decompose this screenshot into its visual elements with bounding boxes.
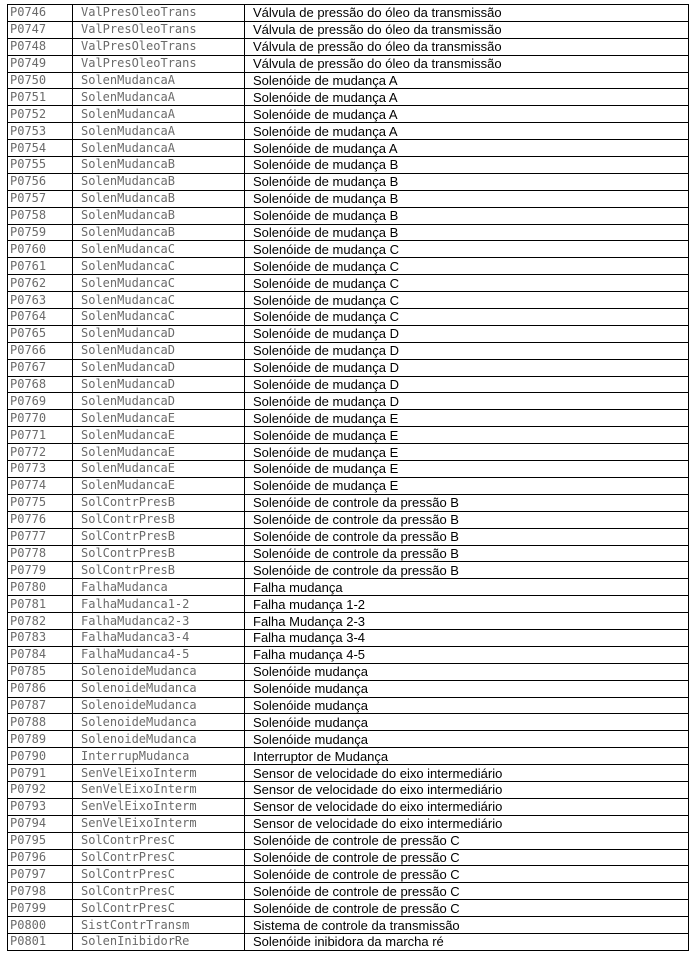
code-cell: P0764 xyxy=(8,309,73,326)
description-cell: Sensor de velocidade do eixo intermediário xyxy=(245,798,689,815)
name-cell: SistContrTransm xyxy=(73,917,245,934)
name-cell: FalhaMudanca xyxy=(73,579,245,596)
table-row xyxy=(8,241,689,258)
name-cell: SolContrPresB xyxy=(73,562,245,579)
description-cell: Sensor de velocidade do eixo intermediário xyxy=(245,781,689,798)
table-row xyxy=(8,427,689,444)
table-row xyxy=(8,38,689,55)
name-cell: ValPresOleoTrans xyxy=(73,38,245,55)
description-cell: Solenóide de controle da pressão B xyxy=(245,528,689,545)
table-row xyxy=(8,292,689,309)
code-cell: P0785 xyxy=(8,663,73,680)
description-cell: Solenóide de controle de pressão C xyxy=(245,849,689,866)
code-cell: P0789 xyxy=(8,731,73,748)
description-cell: Solenóide de mudança D xyxy=(245,359,689,376)
name-cell: InterrupMudanca xyxy=(73,748,245,765)
name-cell: FalhaMudanca3-4 xyxy=(73,629,245,646)
table-row xyxy=(8,731,689,748)
name-cell: SolenMudancaC xyxy=(73,292,245,309)
table-row xyxy=(8,528,689,545)
name-cell: SolenMudancaD xyxy=(73,342,245,359)
description-cell: Falha mudança xyxy=(245,579,689,596)
code-cell: P0776 xyxy=(8,511,73,528)
name-cell: ValPresOleoTrans xyxy=(73,21,245,38)
code-cell: P0763 xyxy=(8,292,73,309)
name-cell: SolenMudancaA xyxy=(73,140,245,157)
table-row xyxy=(8,613,689,630)
name-cell: SolenMudancaC xyxy=(73,258,245,275)
name-cell: ValPresOleoTrans xyxy=(73,5,245,22)
code-cell: P0747 xyxy=(8,21,73,38)
name-cell: FalhaMudanca2-3 xyxy=(73,613,245,630)
description-cell: Solenóide de mudança D xyxy=(245,393,689,410)
name-cell: SolenMudancaE xyxy=(73,410,245,427)
table-row xyxy=(8,21,689,38)
code-cell: P0781 xyxy=(8,596,73,613)
code-cell: P0777 xyxy=(8,528,73,545)
description-cell: Solenóide de mudança D xyxy=(245,325,689,342)
table-row xyxy=(8,157,689,174)
table-row xyxy=(8,342,689,359)
description-cell: Solenóide mudança xyxy=(245,731,689,748)
code-cell: P0780 xyxy=(8,579,73,596)
table-row xyxy=(8,748,689,765)
description-cell: Solenóide de mudança E xyxy=(245,427,689,444)
code-cell: P0793 xyxy=(8,798,73,815)
description-cell: Solenóide mudança xyxy=(245,714,689,731)
code-cell: P0773 xyxy=(8,461,73,478)
name-cell: SolenMudancaA xyxy=(73,106,245,123)
code-cell: P0783 xyxy=(8,629,73,646)
description-cell: Solenóide de mudança E xyxy=(245,477,689,494)
dtc-code-table xyxy=(7,4,689,951)
name-cell: SolenMudancaA xyxy=(73,123,245,140)
name-cell: SolenMudancaA xyxy=(73,89,245,106)
table-row xyxy=(8,258,689,275)
description-cell: Falha mudança 4-5 xyxy=(245,646,689,663)
description-cell: Solenóide mudança xyxy=(245,680,689,697)
table-row xyxy=(8,477,689,494)
code-cell: P0767 xyxy=(8,359,73,376)
name-cell: SolenoideMudanca xyxy=(73,663,245,680)
name-cell: SolenMudancaB xyxy=(73,207,245,224)
description-cell: Solenóide de mudança E xyxy=(245,410,689,427)
table-row xyxy=(8,900,689,917)
code-cell: P0752 xyxy=(8,106,73,123)
code-cell: P0760 xyxy=(8,241,73,258)
name-cell: SenVelEixoInterm xyxy=(73,765,245,782)
description-cell: Sensor de velocidade do eixo intermediário xyxy=(245,765,689,782)
name-cell: SolenoideMudanca xyxy=(73,697,245,714)
name-cell: SolContrPresC xyxy=(73,900,245,917)
description-cell: Solenóide de mudança B xyxy=(245,157,689,174)
description-cell: Solenóide de controle de pressão C xyxy=(245,866,689,883)
code-cell: P0770 xyxy=(8,410,73,427)
description-cell: Solenóide de controle de pressão C xyxy=(245,832,689,849)
table-row xyxy=(8,832,689,849)
description-cell: Sensor de velocidade do eixo intermediário xyxy=(245,815,689,832)
description-cell: Solenóide de mudança E xyxy=(245,461,689,478)
name-cell: SolenoideMudanca xyxy=(73,714,245,731)
table-row xyxy=(8,275,689,292)
table-row xyxy=(8,646,689,663)
description-cell: Solenóide de mudança B xyxy=(245,173,689,190)
code-cell: P0769 xyxy=(8,393,73,410)
description-cell: Solenóide de controle da pressão B xyxy=(245,511,689,528)
name-cell: SolenMudancaC xyxy=(73,309,245,326)
table-row xyxy=(8,89,689,106)
description-cell: Interruptor de Mudança xyxy=(245,748,689,765)
description-cell: Solenóide de controle de pressão C xyxy=(245,883,689,900)
description-cell: Válvula de pressão do óleo da transmissão xyxy=(245,5,689,22)
table-row xyxy=(8,765,689,782)
code-cell: P0796 xyxy=(8,849,73,866)
description-cell: Falha mudança 1-2 xyxy=(245,596,689,613)
table-row xyxy=(8,511,689,528)
table-row xyxy=(8,72,689,89)
code-cell: P0759 xyxy=(8,224,73,241)
code-cell: P0786 xyxy=(8,680,73,697)
name-cell: SolenInibidorRe xyxy=(73,933,245,950)
description-cell: Válvula de pressão do óleo da transmissão xyxy=(245,21,689,38)
code-cell: P0799 xyxy=(8,900,73,917)
code-cell: P0774 xyxy=(8,477,73,494)
code-cell: P0794 xyxy=(8,815,73,832)
name-cell: SenVelEixoInterm xyxy=(73,781,245,798)
code-cell: P0751 xyxy=(8,89,73,106)
code-cell: P0768 xyxy=(8,376,73,393)
table-row xyxy=(8,123,689,140)
code-cell: P0758 xyxy=(8,207,73,224)
table-row xyxy=(8,562,689,579)
table-row xyxy=(8,325,689,342)
name-cell: SolenMudancaC xyxy=(73,241,245,258)
name-cell: ValPresOleoTrans xyxy=(73,55,245,72)
code-cell: P0798 xyxy=(8,883,73,900)
description-cell: Solenóide de mudança B xyxy=(245,190,689,207)
code-cell: P0797 xyxy=(8,866,73,883)
code-cell: P0775 xyxy=(8,494,73,511)
code-cell: P0790 xyxy=(8,748,73,765)
description-cell: Solenóide de controle da pressão B xyxy=(245,545,689,562)
code-cell: P0784 xyxy=(8,646,73,663)
table-row xyxy=(8,579,689,596)
table-row xyxy=(8,55,689,72)
description-cell: Solenóide de mudança C xyxy=(245,292,689,309)
description-cell: Solenóide de mudança A xyxy=(245,106,689,123)
description-cell: Válvula de pressão do óleo da transmissão xyxy=(245,55,689,72)
code-cell: P0795 xyxy=(8,832,73,849)
table-row xyxy=(8,545,689,562)
name-cell: SolContrPresC xyxy=(73,849,245,866)
table-row xyxy=(8,781,689,798)
table-body xyxy=(8,5,689,951)
name-cell: SolContrPresC xyxy=(73,883,245,900)
description-cell: Solenóide de mudança A xyxy=(245,72,689,89)
table-row xyxy=(8,866,689,883)
code-cell: P0757 xyxy=(8,190,73,207)
description-cell: Falha mudança 3-4 xyxy=(245,629,689,646)
table-row xyxy=(8,190,689,207)
description-cell: Solenóide de mudança C xyxy=(245,241,689,258)
table-row xyxy=(8,714,689,731)
name-cell: SolenMudancaD xyxy=(73,393,245,410)
description-cell: Solenóide de mudança C xyxy=(245,275,689,292)
table-row xyxy=(8,106,689,123)
name-cell: SolenMudancaB xyxy=(73,224,245,241)
description-cell: Solenóide de controle de pressão C xyxy=(245,900,689,917)
code-cell: P0765 xyxy=(8,325,73,342)
name-cell: SolContrPresB xyxy=(73,545,245,562)
table-row xyxy=(8,140,689,157)
code-cell: P0779 xyxy=(8,562,73,579)
table-row xyxy=(8,359,689,376)
code-cell: P0762 xyxy=(8,275,73,292)
table-row xyxy=(8,444,689,461)
code-cell: P0750 xyxy=(8,72,73,89)
name-cell: SolenMudancaE xyxy=(73,427,245,444)
name-cell: SolenoideMudanca xyxy=(73,731,245,748)
name-cell: SolenMudancaD xyxy=(73,376,245,393)
table-row xyxy=(8,494,689,511)
code-cell: P0787 xyxy=(8,697,73,714)
name-cell: SolenoideMudanca xyxy=(73,680,245,697)
name-cell: SolenMudancaD xyxy=(73,359,245,376)
name-cell: SolenMudancaC xyxy=(73,275,245,292)
table-row xyxy=(8,5,689,22)
table-row xyxy=(8,410,689,427)
table-row xyxy=(8,680,689,697)
name-cell: SenVelEixoInterm xyxy=(73,798,245,815)
name-cell: SolContrPresB xyxy=(73,511,245,528)
description-cell: Solenóide mudança xyxy=(245,697,689,714)
code-cell: P0778 xyxy=(8,545,73,562)
code-cell: P0756 xyxy=(8,173,73,190)
description-cell: Solenóide de mudança D xyxy=(245,342,689,359)
code-cell: P0801 xyxy=(8,933,73,950)
code-cell: P0753 xyxy=(8,123,73,140)
description-cell: Solenóide de mudança C xyxy=(245,258,689,275)
description-cell: Solenóide de mudança C xyxy=(245,309,689,326)
code-cell: P0754 xyxy=(8,140,73,157)
code-cell: P0782 xyxy=(8,613,73,630)
table-row xyxy=(8,917,689,934)
table-row xyxy=(8,309,689,326)
description-cell: Solenóide de controle da pressão B xyxy=(245,562,689,579)
table-row xyxy=(8,663,689,680)
name-cell: SolenMudancaB xyxy=(73,190,245,207)
table-row xyxy=(8,393,689,410)
description-cell: Solenóide mudança xyxy=(245,663,689,680)
description-cell: Solenóide de mudança B xyxy=(245,224,689,241)
description-cell: Solenóide de mudança B xyxy=(245,207,689,224)
table-row xyxy=(8,173,689,190)
description-cell: Solenóide de mudança E xyxy=(245,444,689,461)
name-cell: SolContrPresC xyxy=(73,832,245,849)
name-cell: SolenMudancaB xyxy=(73,173,245,190)
table-row xyxy=(8,883,689,900)
description-cell: Solenóide de mudança A xyxy=(245,123,689,140)
description-cell: Válvula de pressão do óleo da transmissão xyxy=(245,38,689,55)
table-row xyxy=(8,697,689,714)
code-cell: P0749 xyxy=(8,55,73,72)
description-cell: Falha Mudança 2-3 xyxy=(245,613,689,630)
table-row xyxy=(8,629,689,646)
code-cell: P0791 xyxy=(8,765,73,782)
table-row xyxy=(8,461,689,478)
code-cell: P0746 xyxy=(8,5,73,22)
name-cell: FalhaMudanca1-2 xyxy=(73,596,245,613)
description-cell: Solenóide de mudança D xyxy=(245,376,689,393)
code-cell: P0788 xyxy=(8,714,73,731)
table-row xyxy=(8,798,689,815)
code-cell: P0755 xyxy=(8,157,73,174)
name-cell: SolenMudancaE xyxy=(73,477,245,494)
name-cell: SolenMudancaE xyxy=(73,461,245,478)
name-cell: SenVelEixoInterm xyxy=(73,815,245,832)
name-cell: FalhaMudanca4-5 xyxy=(73,646,245,663)
code-cell: P0761 xyxy=(8,258,73,275)
code-cell: P0800 xyxy=(8,917,73,934)
code-cell: P0772 xyxy=(8,444,73,461)
name-cell: SolenMudancaB xyxy=(73,157,245,174)
table-row xyxy=(8,815,689,832)
table-row xyxy=(8,207,689,224)
table-row xyxy=(8,933,689,950)
table-row xyxy=(8,376,689,393)
name-cell: SolenMudancaD xyxy=(73,325,245,342)
description-cell: Sistema de controle da transmissão xyxy=(245,917,689,934)
code-cell: P0771 xyxy=(8,427,73,444)
description-cell: Solenóide de mudança A xyxy=(245,89,689,106)
table-row xyxy=(8,849,689,866)
code-cell: P0792 xyxy=(8,781,73,798)
name-cell: SolContrPresB xyxy=(73,528,245,545)
description-cell: Solenóide de mudança A xyxy=(245,140,689,157)
description-cell: Solenóide inibidora da marcha ré xyxy=(245,933,689,950)
name-cell: SolContrPresC xyxy=(73,866,245,883)
table-row xyxy=(8,596,689,613)
description-cell: Solenóide de controle da pressão B xyxy=(245,494,689,511)
name-cell: SolContrPresB xyxy=(73,494,245,511)
name-cell: SolenMudancaA xyxy=(73,72,245,89)
name-cell: SolenMudancaE xyxy=(73,444,245,461)
table-row xyxy=(8,224,689,241)
code-cell: P0748 xyxy=(8,38,73,55)
code-cell: P0766 xyxy=(8,342,73,359)
